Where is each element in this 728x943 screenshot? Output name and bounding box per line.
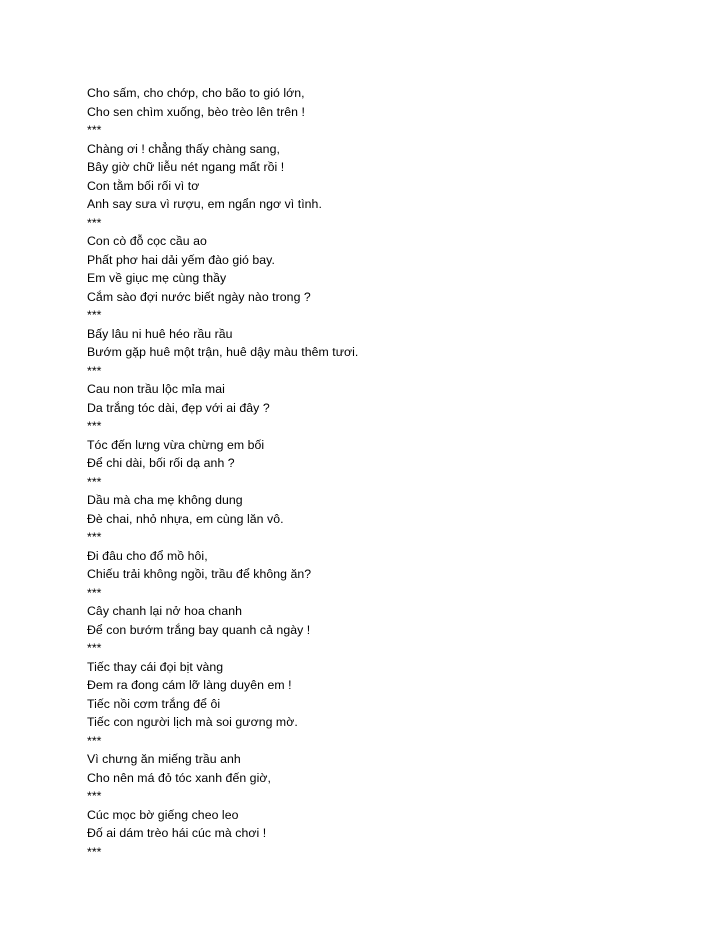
stanza-separator: ***: [87, 215, 102, 230]
stanza-separator: ***: [87, 844, 102, 859]
poem-line: Bướm gặp huê một trận, huê dậy màu thêm tươi.: [87, 345, 359, 359]
poem-line: Chiếu trải không ngồi, trầu để không ăn?: [87, 567, 312, 581]
stanza-separator: ***: [87, 585, 102, 600]
poem-line: Tiếc thay cái đọi bịt vàng: [87, 659, 224, 674]
poem-line: Đi đâu cho đổ mồ hôi,: [87, 548, 208, 563]
poem-line: Bây giờ chữ liễu nét ngang mất rồi !: [87, 160, 285, 174]
stanza-separator: ***: [87, 123, 102, 137]
poem-line: Bấy lâu ni huê héo rầu rầu: [87, 326, 233, 341]
poem-text-block: [87, 84, 647, 861]
stanza-separator: ***: [87, 308, 102, 322]
poem-line: Tiếc nồi cơm trắng để ôi: [87, 696, 221, 711]
poem-line: Để chi dài, bối rối dạ anh ?: [87, 456, 235, 470]
poem-line: Đố ai dám trèo hái cúc mà chơi !: [87, 826, 267, 840]
poem-line: Để con bướm trắng bay quanh cả ngày !: [87, 622, 311, 637]
poem-line: Phất phơ hai dải yếm đào gió bay.: [87, 252, 275, 267]
poem-line: Vì chưng ăn miếng trầu anh: [87, 752, 241, 766]
poem-line: Cây chanh lại nở hoa chanh: [87, 604, 242, 618]
poem-line: Con tằm bối rối vì tơ: [87, 178, 200, 193]
poem-line: Cau non trầu lộc mỉa mai: [87, 382, 225, 396]
poem-line: Cho sấm, cho chớp, cho bão to gió lớn,: [87, 86, 305, 100]
poem-line: Đem ra đong cám lỡ làng duyên em !: [87, 678, 292, 692]
poem-line: Cho sen chìm xuống, bèo trèo lên trên !: [87, 104, 305, 119]
poem-line: Con cò đỗ cọc cầu ao: [87, 234, 207, 248]
stanza-separator: ***: [87, 789, 102, 803]
poem-line: Cho nên má đỏ tóc xanh đến giờ,: [87, 770, 271, 785]
poem-line: Anh say sưa vì rượu, em ngẩn ngơ vì tình.: [87, 197, 322, 211]
stanza-separator: ***: [87, 733, 102, 748]
stanza-separator: ***: [87, 363, 102, 378]
stanza-separator: ***: [87, 419, 102, 433]
poem-line: Em về giục mẹ cùng thầy: [87, 271, 227, 285]
poem-line: Da trắng tóc dài, đẹp với ai đây ?: [87, 400, 270, 415]
stanza-separator: ***: [87, 641, 102, 655]
poem-line: Cúc mọc bờ giếng cheo leo: [87, 807, 239, 822]
poem-line: Tóc đến lưng vừa chừng em bối: [87, 437, 265, 452]
poem-line: Đè chai, nhỏ nhựa, em cùng lăn vô.: [87, 511, 284, 526]
poem-line: Chàng ơi ! chẳng thấy chàng sang,: [87, 141, 280, 156]
poem-line: Tiếc con người lịch mà soi gương mờ.: [87, 715, 298, 729]
stanza-separator: ***: [87, 530, 102, 544]
poem-line: Dầu mà cha mẹ không dung: [87, 493, 243, 507]
stanza-separator: ***: [87, 474, 102, 489]
poem-line: Cắm sào đợi nước biết ngày nào trong ?: [87, 289, 311, 304]
